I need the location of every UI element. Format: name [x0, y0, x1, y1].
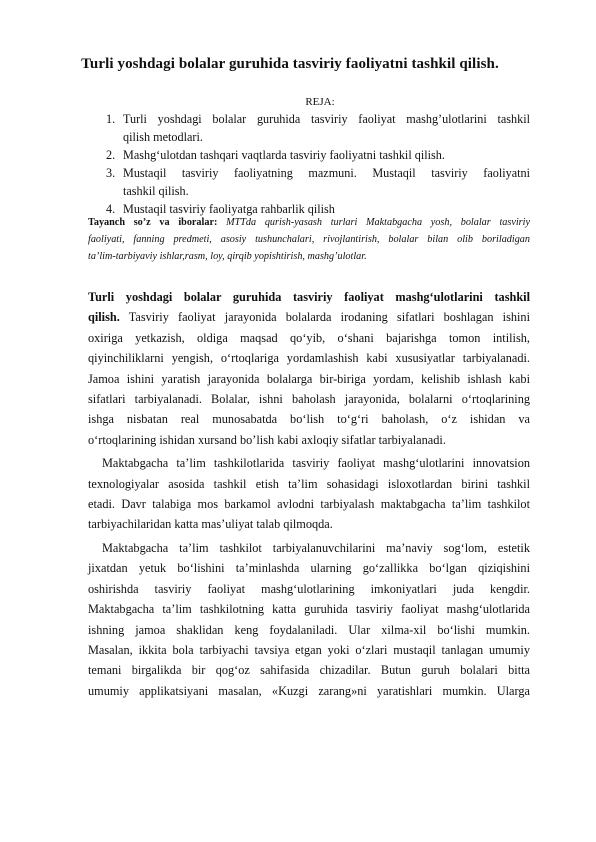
paragraph-line: temani birgalikda bir qog‘oz sahifasida chizadilar. Butun guruh bolalari bitta	[88, 663, 530, 678]
paragraph-line: Maktabgacha ta’lim tashkilot tarbiyalanuvchilarini ma’naviy sog‘lom, estetik	[102, 540, 530, 555]
paragraph-line: oshirishda tasviriy faoliyat mashg‘ulotlarining imkoniyatlari juda kengdir.	[88, 581, 530, 596]
plan-item-text: tashkil qilish.	[123, 184, 189, 198]
paragraph-line: sifatlari tarbiyalanadi. Bolalar, ishni baholash jarayonida, bolalarni o‘rtoqlarining	[88, 392, 530, 407]
paragraph-line: ishning jamoa shaklidan keng foydalaniladi. Ular xilma-xil bo‘lishi mumkin.	[88, 622, 530, 637]
paragraph-line: qiyinchiliklarni yengish, o‘rtoqlariga yordamlashish kabi xususiyatlar tarbiyalanadi.	[88, 351, 530, 366]
paragraph-1	[88, 287, 530, 450]
paragraph-line: ishga nisbatan real munosabatda bo‘lish to‘g‘ri baholash, o‘z ishidan va	[88, 412, 530, 427]
plan-item-number: 3.	[106, 166, 116, 180]
paragraph-line: Maktabgacha ta’lim tashkilotlarida tasviriy faoliyat mashg‘ulotlarini innovatsion	[102, 456, 530, 471]
page-title: Turli yoshdagi bolalar guruhida tasviriy faoliyatni tashkil qilish.	[81, 56, 499, 72]
plan-item-text: Mashg‘ulotdan tashqari vaqtlarda tasviriy faoliyatni tashkil qilish.	[123, 148, 445, 162]
plan-item-3	[100, 164, 530, 200]
paragraph-text: Tasviriy faoliyat jarayonida bolalarda irodaning sifatlari boshlagan ishini	[119, 310, 530, 325]
paragraph-line: o‘rtoqlarining ishidan xursand bo’lish kabi axloqiy sifatlar tarbiyalanadi.	[88, 432, 446, 447]
paragraph-2	[88, 453, 530, 535]
plan-item-text: Mustaqil tasviriy faoliyatning mazmuni. Mustaqil tasviriy faoliyatni	[123, 166, 530, 180]
paragraph-line: texnologiyalar asosida tashkil etish ta’lim sohasidagi isloxotlardan birini tashkil	[88, 476, 530, 491]
paragraph-line: jixatdan yetuk bo‘lishini ta’minlashda ularning go‘zallikka bo‘lgan qiziqishini	[88, 561, 530, 576]
keywords-text: ta’lim-tarbiyaviy ishlar,rasm, loy, qirqib yopishtirish, mashg’ulotlar.	[88, 251, 367, 262]
plan-item-number: 4.	[106, 202, 116, 216]
paragraph-line: oxiriga yetkazish, oldiga maqsad qo‘yib, o‘shani bajarishga tomon intilish,	[88, 330, 530, 345]
paragraph-line: umumiy applikatsiyani masalan, «Kuzgi zarang»ni yaratishlari mumkin. Ularga	[88, 683, 530, 698]
plan-item-1	[100, 110, 530, 146]
plan-item-2	[100, 146, 530, 164]
plan-item-text: Mustaqil tasviriy faoliyatga rahbarlik qilish	[123, 202, 335, 216]
paragraph-line: Jamoa ishini yaratish jarayonida bolalarga bir-biriga yordam, kelishib ishlash kabi	[88, 371, 530, 386]
plan-item-text: Turli yoshdagi bolalar guruhida tasviriy faoliyat mashg’ulotlarini tashkil	[123, 112, 530, 126]
body-text	[88, 287, 530, 701]
plan-list	[100, 110, 530, 218]
paragraph-line: Maktabgacha ta’lim tashkilotning katta guruhida tasviriy faoliyat mashg‘ulotlarida	[88, 602, 530, 617]
paragraph-line: Masalan, ikkita bola tarbiyachi tavsiya etgan yoki o‘zlari mustaqil tanlagan umumiy	[88, 642, 530, 657]
keywords-label: Tayanch so’z va iboralar:	[88, 217, 218, 228]
plan-heading: REJA:	[305, 96, 335, 108]
keywords-text: faoliyati, fanning predmeti, asosiy tushunchalari, rivojlantirish, bolalar bilan olib boriladigan	[88, 234, 530, 245]
paragraph-line	[88, 307, 530, 327]
keywords-line-1	[88, 214, 530, 231]
paragraph-line: etadi. Davr talabiga mos barkamol avlodni tarbiyalash maktabgacha ta’lim tashkilot	[88, 497, 530, 512]
paragraph-line: tarbiyachilaridan katta mas’uliyat talab qilmoqda.	[88, 517, 333, 532]
plan-item-number: 1.	[106, 112, 116, 126]
section-heading-end: qilish.	[88, 310, 120, 325]
plan-item-text: qilish metodlari.	[123, 130, 203, 144]
section-heading: Turli yoshdagi bolalar guruhida tasviriy faoliyat mashg‘ulotlarini tashkil	[88, 290, 530, 304]
keywords-text: MTTda qurish-yasash turlari Maktabgacha yosh, bolalar tasviriy	[217, 217, 531, 228]
keywords-block	[88, 214, 530, 265]
plan-item-number: 2.	[106, 148, 116, 162]
paragraph-3	[88, 538, 530, 701]
